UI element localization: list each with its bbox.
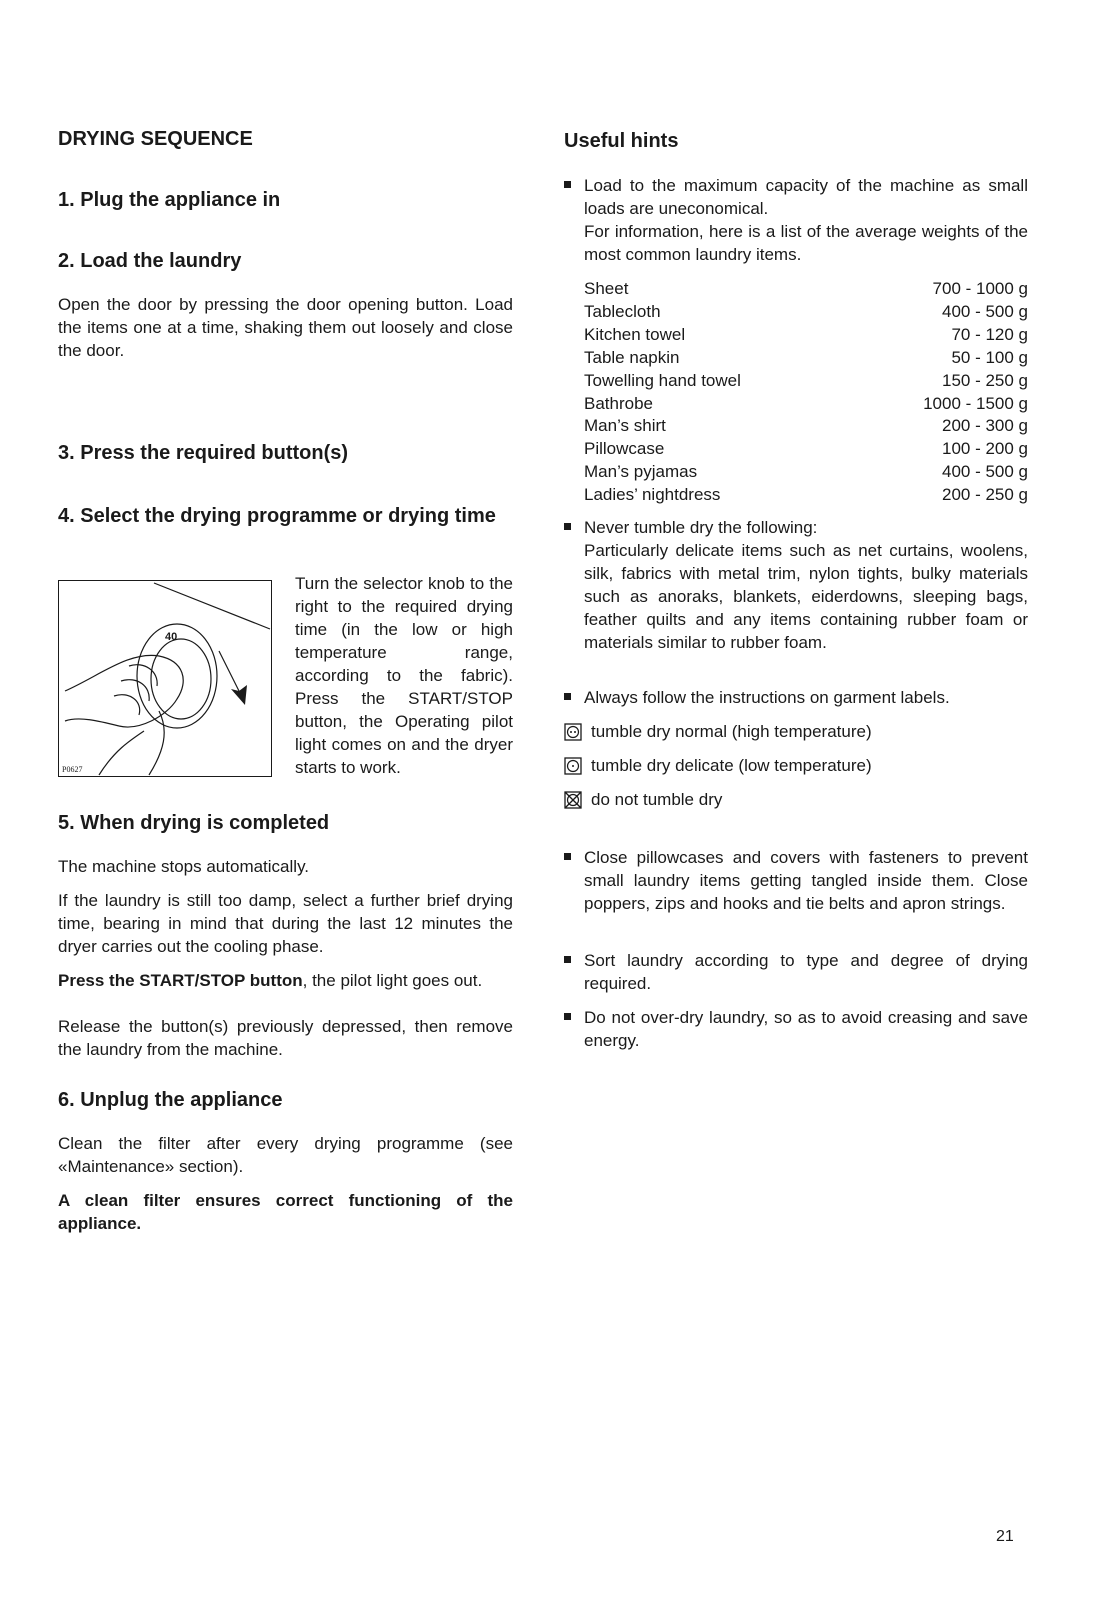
bullet-square <box>564 1013 571 1020</box>
step-5-heading: 5. When drying is completed <box>58 812 330 834</box>
step-6-heading: 6. Unplug the appliance <box>58 1089 283 1111</box>
pilot-light-text: , the pilot light goes out. <box>302 971 483 990</box>
figure-code: P0627 <box>62 765 83 774</box>
hint-6 <box>564 1006 1028 1052</box>
hint-3-text: Always follow the instructions on garment labels. <box>584 688 950 707</box>
step-2-text: Open the door by pressing the door opening button. Load the items one at a time, shaking them out loosely and close the door. <box>58 295 513 360</box>
section-title: DRYING SEQUENCE <box>58 128 253 150</box>
weight-item: Pillowcase <box>584 439 665 459</box>
symbol-delicate-label: tumble dry delicate (low temperature) <box>591 756 872 775</box>
step-6-paragraph-2: A clean filter ensures correct functioning of the appliance. <box>58 1191 513 1233</box>
hint-3 <box>564 686 1028 709</box>
tumble-dry-delicate-icon <box>564 757 582 775</box>
weight-value: 50 - 100 g <box>951 347 1028 367</box>
step-5-paragraph-2: If the laundry is still too damp, select a further brief drying time, bearing in mind that during the last 12 minutes the dryer carries out the cooling phase. <box>58 891 513 956</box>
weight-value: 400 - 500 g <box>941 462 1028 482</box>
weight-item: Man’s shirt <box>584 416 666 436</box>
weight-row <box>584 347 1028 370</box>
hint-4 <box>564 846 1028 915</box>
weight-item: Table napkin <box>584 347 680 367</box>
hint-2 <box>564 516 1028 654</box>
weight-row <box>584 415 1028 438</box>
weight-item: Ladies’ nightdress <box>584 485 721 505</box>
bullet-square <box>564 523 571 530</box>
weight-row <box>584 484 1028 507</box>
step-5-paragraph-4: Release the button(s) previously depressed, then remove the laundry from the machine. <box>58 1017 513 1059</box>
hint-2-text: Never tumble dry the following: <box>584 518 818 537</box>
weight-row <box>584 324 1028 347</box>
weight-value: 200 - 300 g <box>941 416 1028 436</box>
weight-row <box>584 438 1028 461</box>
weight-value: 200 - 250 g <box>941 485 1028 505</box>
step-1-heading: 1. Plug the appliance in <box>58 189 281 211</box>
step-5-paragraph-1: The machine stops automatically. <box>58 857 310 876</box>
bullet-square <box>564 181 571 188</box>
weight-value: 700 - 1000 g <box>932 279 1028 298</box>
bullet-square <box>564 853 571 860</box>
hand-turning-knob-illustration <box>59 581 271 776</box>
weight-value: 1000 - 1500 g <box>923 393 1028 413</box>
hint-1 <box>564 174 1028 266</box>
hint-5-text: Sort laundry according to type and degree of drying required. <box>584 951 1028 993</box>
step-3-heading: 3. Press the required button(s) <box>58 442 349 464</box>
bullet-square <box>564 693 571 700</box>
weight-item: Tablecloth <box>584 301 661 321</box>
bullet-square <box>564 956 571 963</box>
weight-item: Bathrobe <box>584 393 653 413</box>
hint-5 <box>564 949 1028 995</box>
weight-row <box>584 278 1028 301</box>
hint-4-text: Close pillowcases and covers with fasteners to prevent small laundry items getting tangled inside them. Close poppers, zips and hooks and tie belts and apron strings. <box>584 848 1028 913</box>
do-not-tumble-dry-icon <box>564 791 582 809</box>
step-4-text: Turn the selector knob to the right to the required drying time (in the low or high temperature range, according to the fabric). Press the START/STOP button, the Operating pilot light comes on and the dryer starts to work. <box>295 574 513 777</box>
page-number: 21 <box>996 1528 1014 1545</box>
symbol-row-no-tumble <box>564 788 722 811</box>
hint-1-more: For information, here is a list of the average weights of the most common laundry items. <box>584 222 1028 264</box>
weight-value: 150 - 250 g <box>941 370 1028 390</box>
step-4-heading: 4. Select the drying programme or drying time <box>58 505 496 527</box>
tumble-dry-normal-icon <box>564 723 582 741</box>
start-stop-instruction: Press the START/STOP button <box>58 971 303 990</box>
weight-row <box>584 370 1028 393</box>
symbol-row-normal <box>564 720 872 743</box>
hint-6-text: Do not over-dry laundry, so as to avoid creasing and save energy. <box>584 1008 1028 1050</box>
weight-item: Man’s pyjamas <box>584 462 698 482</box>
hint-2-more: Particularly delicate items such as net curtains, woolens, silk, fabrics with metal trim, nylon tights, bulky materials such as anoraks, blankets, eiderdowns, sleeping bags, feather quilts and any items containing rubber foam or materials similar to rubber foam. <box>584 541 1028 652</box>
step-5-paragraph-3 <box>58 969 513 992</box>
symbol-normal-label: tumble dry normal (high temperature) <box>591 722 872 741</box>
weight-item: Towelling hand towel <box>584 370 741 390</box>
hint-1-text: Load to the maximum capacity of the machine as small loads are uneconomical. <box>584 176 1028 218</box>
weight-value: 100 - 200 g <box>941 439 1028 459</box>
weight-row <box>584 393 1028 416</box>
symbol-row-delicate <box>564 754 872 777</box>
dial-label: 40 <box>165 631 178 643</box>
weight-row <box>584 461 1028 484</box>
weight-row <box>584 301 1028 324</box>
weights-table <box>584 278 1028 507</box>
hints-title: Useful hints <box>564 130 679 152</box>
selector-knob-figure <box>58 580 272 777</box>
weight-item: Kitchen towel <box>584 324 686 344</box>
weight-item: Sheet <box>584 279 629 298</box>
symbol-no-tumble-label: do not tumble dry <box>591 790 723 809</box>
weight-value: 400 - 500 g <box>941 301 1028 321</box>
step-2-heading: 2. Load the laundry <box>58 250 242 272</box>
weight-value: 70 - 120 g <box>951 324 1028 344</box>
step-6-paragraph-1: Clean the filter after every drying programme (see «Maintenance» section). <box>58 1134 513 1176</box>
